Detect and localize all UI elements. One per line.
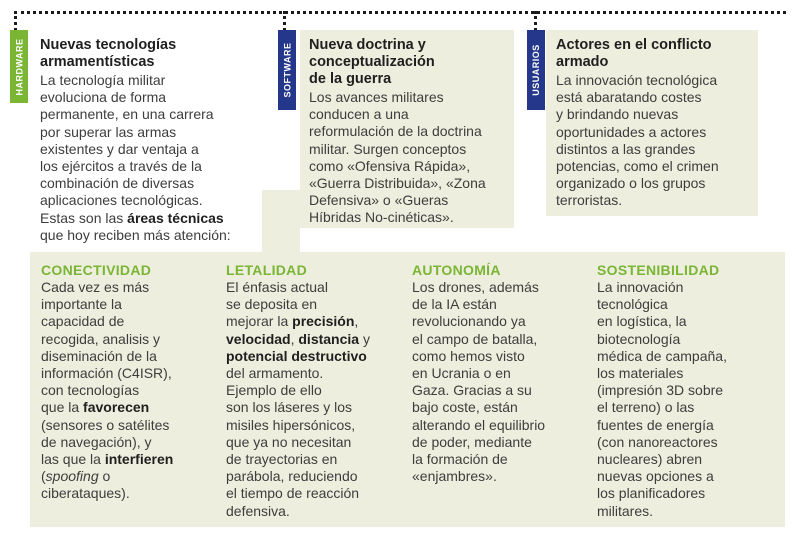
sostenibilidad-title: SOSTENIBILIDAD xyxy=(597,262,720,278)
letalidad-body: El énfasis actual se deposita en mejorar la precisión, velocidad, distancia y potencial destructivo del armamento. Ejemplo de ello son los láseres y los misiles hipersónicos, que ya no necesitan de trayectorias en parábola, reduciendo el tiempo de reacción defensiva. xyxy=(226,279,370,519)
autonomia-body: Los drones, además de la IA están revolucionando ya el campo de batalla, como hemos visto en Ucrania o en Gaza. Gracias a su bajo coste, están alterando el equilibrio de poder, mediante la formación de «enjambres». xyxy=(412,279,546,485)
sostenibilidad-body: La innovación tecnológica en logística, la biotecnología médica de campaña, los materiales (impresión 3D sobre el terreno) o las fuentes de energía (con nanoreactores nucleares) abren nuevas opciones a los planificadores militares. xyxy=(597,279,727,519)
conectividad-body: Cada vez es más importante la capacidad de recogida, analisis y diseminación de la información (C4ISR), con tecnologías que la favorecen (sensores o satélites de navegación), y las que la interfieren (spoofing o ciberataques). xyxy=(41,279,174,502)
letalidad-title: LETALIDAD xyxy=(226,262,307,278)
dotted-connector-hardware xyxy=(14,11,17,31)
conectividad-title: CONECTIVIDAD xyxy=(41,262,152,278)
usuarios-title: Actores en el conflicto armado xyxy=(556,37,712,70)
usuarios-body: La innovación tecnológica está abaratando costes y brindando nuevas oportunidades a actores distintos a las grandes potencias, como el crimen organizado o los grupos terroristas. xyxy=(556,72,719,209)
hardware-title: Nuevas tecnologías armamentísticas xyxy=(40,37,177,70)
hardware-body: La tecnología militar evoluciona de forma permanente, en una carrera por superar las armas existentes y dar ventaja a los ejércitos a través de la combinación de diversas aplicaciones tecnológicas. Estas son las áreas técnicas que hoy reciben más atención: xyxy=(40,72,231,243)
top-dotted-rule xyxy=(14,11,786,14)
software-tag: SOFTWARE xyxy=(278,30,296,110)
hardware-tag: HARDWARE xyxy=(10,30,28,103)
usuarios-tag: USUARIOS xyxy=(527,30,545,110)
dotted-connector-usuarios xyxy=(534,11,537,31)
panel-connector xyxy=(262,190,300,252)
autonomia-title: AUTONOMÍA xyxy=(412,262,501,278)
software-body: Los avances militares conducen a una reformulación de la doctrina militar. Surgen conceptos como «Ofensiva Rápida», «Guerra Distribuida», «Zona Defensiva» o «Gueras Híbridas No-cinéticas». xyxy=(309,89,486,226)
software-title: Nueva doctrina y conceptualización de la guerra xyxy=(309,37,435,87)
dotted-connector-software xyxy=(283,11,286,31)
